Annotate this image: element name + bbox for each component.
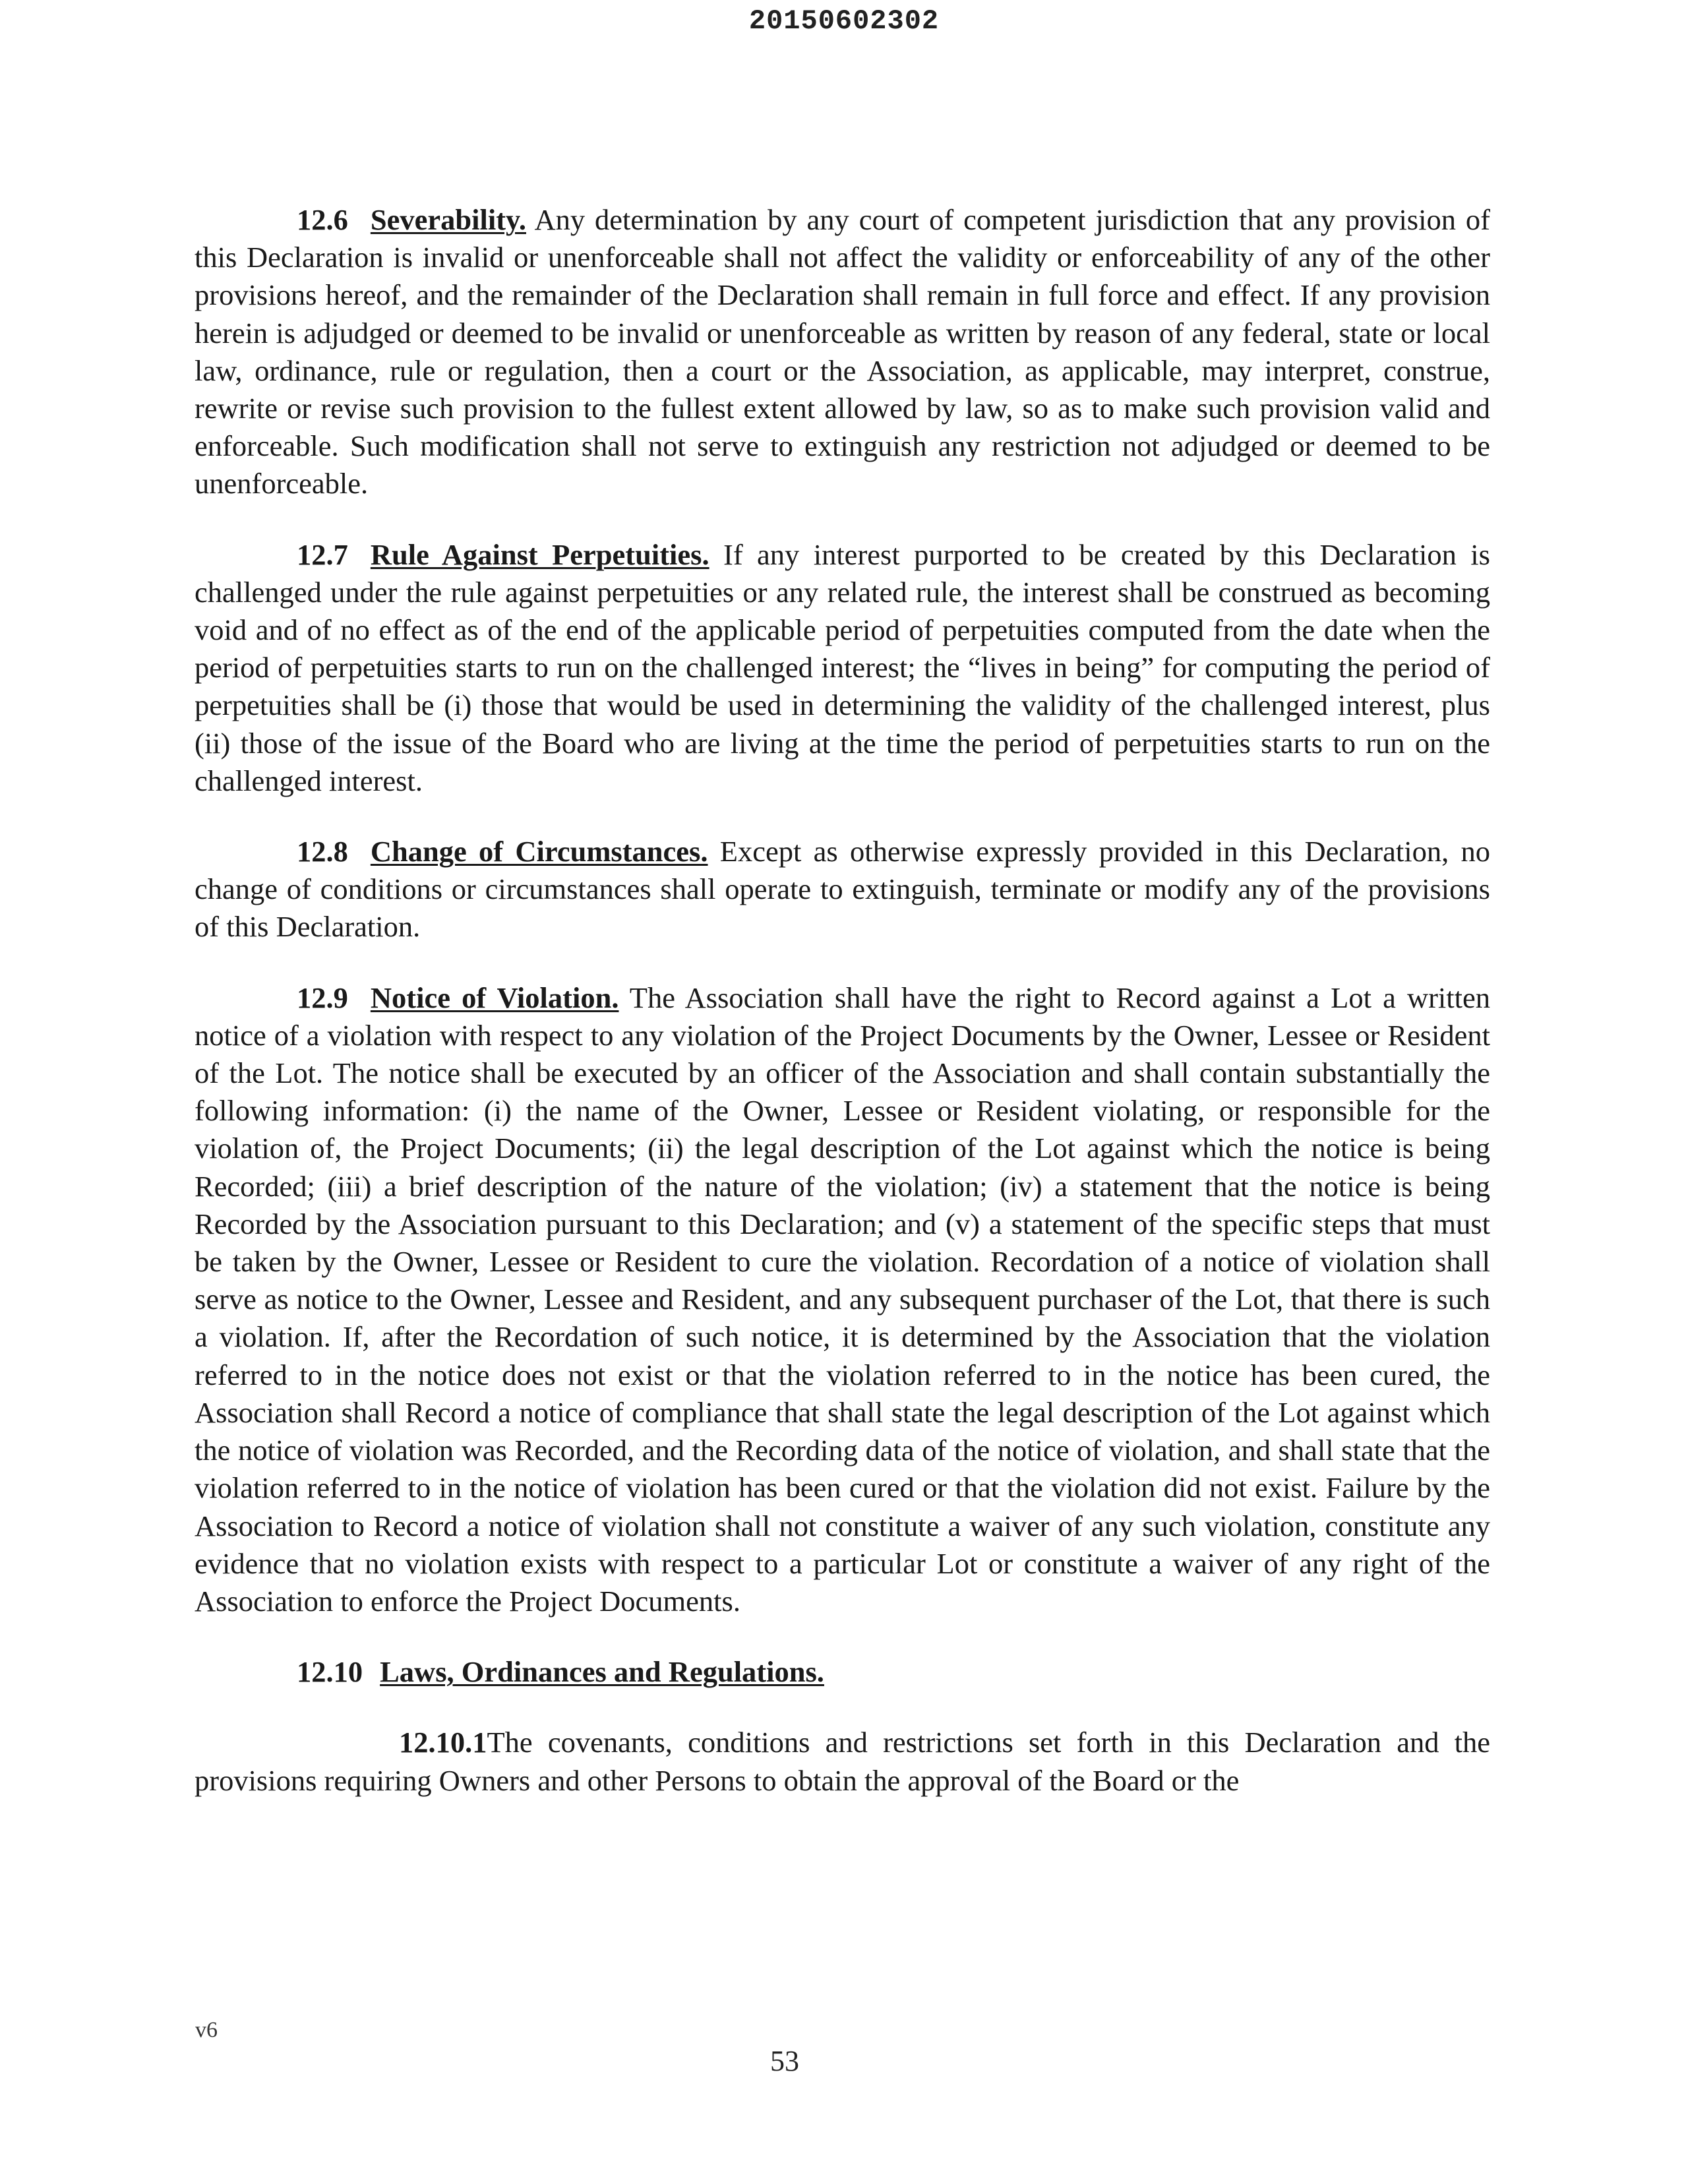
version-label: v6 [195, 2018, 218, 2042]
section-heading: Notice of Violation. [370, 981, 619, 1014]
section-12-10 [195, 1653, 1490, 1691]
section-number: 12.10 [297, 1655, 363, 1689]
section-heading: Laws, Ordinances and Regulations. [380, 1655, 824, 1689]
section-number: 12.10.1 [399, 1726, 487, 1759]
section-number: 12.9 [297, 981, 348, 1014]
section-12-6 [195, 201, 1490, 503]
section-body: If any interest purported to be created by this Declaration is challenged under the rule against perpetuities or any related rule, the interest shall be construed as becoming void and of no effect as of the end of the applicable period of perpetuities computed from the date when the period of perpetuities starts to run on the challenged interest; the “lives in being” for computing the period of perpetuities shall be (i) those that would be used in determining the validity of the challenged interest, plus (ii) those of the issue of the Board who are living at the time the period of perpetuities starts to run on the challenged interest. [195, 537, 1490, 797]
section-body: The Association shall have the right to Record against a Lot a written notice of a violation with respect to any violation of the Project Documents by the Owner, Lessee or Resident of the Lot. The notice shall be executed by an officer of the Association and shall contain substantially the following information: (i) the name of the Owner, Lessee or Resident violating, or responsible for the violation of, the Project Documents; (ii) the legal description of the Lot against which the notice is being Recorded; (iii) a brief description of the nature of the violation; (iv) a statement that the notice is being Recorded by the Association pursuant to this Declaration; and (v) a statement of the specific steps that must be taken by the Owner, Lessee or Resident to cure the violation. Recordation of a notice of violation shall serve as notice to the Owner, Lessee and Resident, and any subsequent purchaser of the Lot, that there is such a violation. If, after the Recordation of such notice, it is determined by the Association that the violation referred to in the notice does not exist or that the violation referred to in the notice has been cured, the Association shall Record a notice of compliance that shall state the legal description of the Lot against which the notice of violation was Recorded, and the Recording data of the notice of violation, and shall state that the violation referred to in the notice of violation has been cured or that the violation did not exist. Failure by the Association to Record a notice of violation shall not constitute a waiver of any such violation, constitute any evidence that no violation exists with respect to a particular Lot or constitute a waiver of any right of the Association to enforce the Project Documents. [195, 981, 1491, 1618]
section-heading: Severability. [370, 203, 526, 236]
section-number: 12.7 [297, 537, 348, 571]
section-12-9 [195, 979, 1490, 1620]
section-body: Any determination by any court of competent jurisdiction that any provision of this Declaration is invalid or unenforceable shall not affect the validity or enforceability of any of the other provisions hereof, and the remainder of the Declaration shall remain in full force and effect. If any provision herein is adjudged or deemed to be invalid or unenforceable as written by reason of any federal, state or local law, ordinance, rule or regulation, then a court or the Association, as applicable, may interpret, construe, rewrite or revise such provision to the fullest extent allowed by law, so as to make such provision valid and enforceable. Such modification shall not serve to extinguish any restriction not adjudged or deemed to be unenforceable. [195, 203, 1490, 501]
section-body: The covenants, conditions and restrictions set forth in this Declaration and the provisions requiring Owners and other Persons to obtain the approval of the Board or the [195, 1726, 1490, 1797]
section-heading: Change of Circumstances. [370, 835, 708, 868]
section-body: Except as otherwise expressly provided in this Declaration, no change of conditions or circumstances shall operate to extinguish, terminate or modify any of the provisions of this Declaration. [195, 835, 1490, 944]
page-number: 53 [770, 2045, 799, 2077]
section-heading: Rule Against Perpetuities. [370, 537, 709, 571]
recording-number: 20150602302 [748, 5, 940, 37]
section-12-7 [195, 536, 1490, 800]
section-12-8 [195, 833, 1490, 946]
section-number: 12.6 [297, 203, 348, 236]
section-12-10-1 [195, 1724, 1490, 1799]
document-body [195, 201, 1490, 1800]
section-number: 12.8 [297, 835, 348, 868]
